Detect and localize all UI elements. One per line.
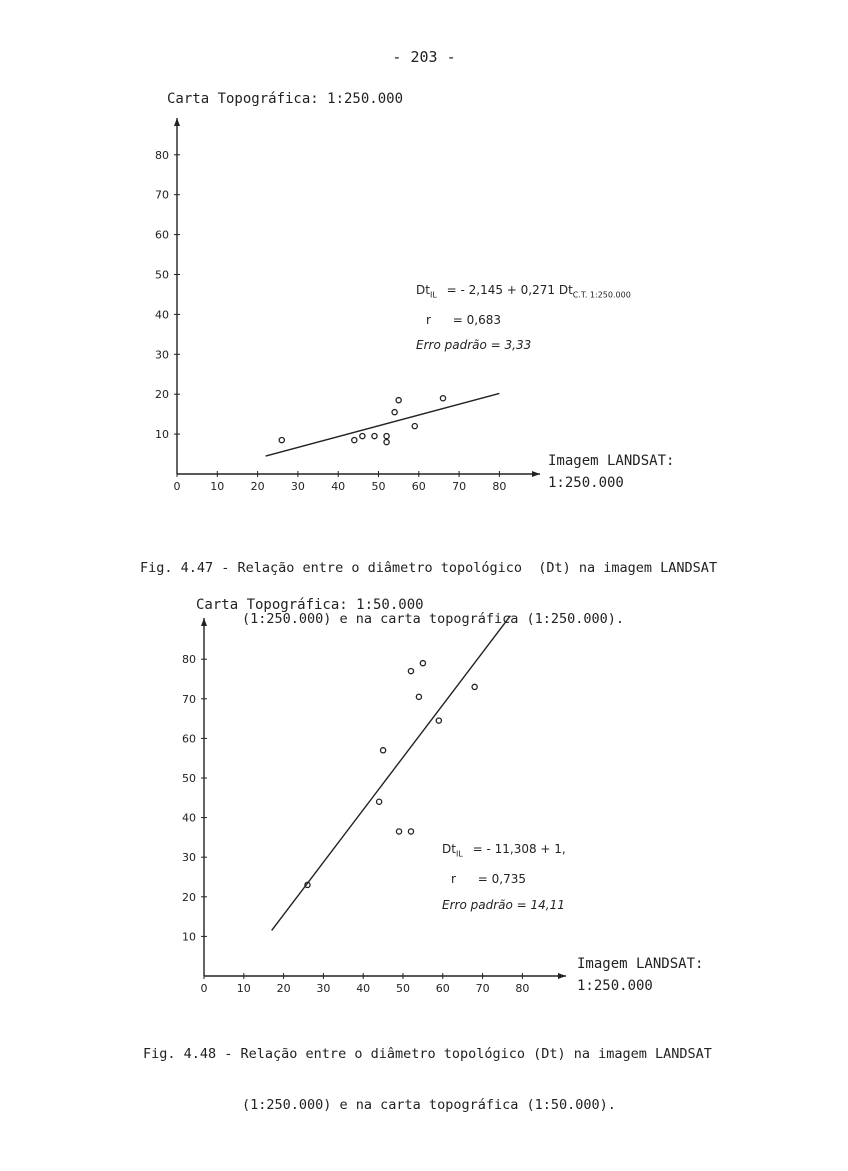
data-point	[396, 829, 401, 834]
x-tick-label: 50	[371, 480, 386, 493]
x-axis-arrow	[558, 973, 566, 979]
equation-rhs: = - 2,145 + 0,271 Dt	[446, 283, 573, 297]
y-tick-label: 60	[155, 228, 169, 242]
y-axis-arrow	[201, 618, 207, 626]
x-tick-label: 30	[290, 480, 305, 493]
data-point	[381, 748, 386, 753]
x-tick-label: 20	[250, 480, 265, 493]
equation-rhs: = - 11,308 + 1,	[472, 842, 566, 856]
caption-line2: (1:250.000) e na carta topográfica (1:50.000).	[242, 1097, 616, 1113]
x-tick-label: 0	[200, 982, 208, 995]
y-tick-label: 50	[182, 772, 196, 785]
data-point	[436, 718, 441, 723]
x-tick-label: 40	[356, 982, 371, 995]
x-tick-label: 80	[515, 982, 530, 995]
x-axis-label	[577, 953, 703, 997]
y-tick-label: 50	[155, 268, 169, 282]
y-tick-label: 20	[155, 388, 169, 402]
y-tick-label: 80	[155, 148, 169, 162]
y-axis-label: Carta Topográfica: 1:50.000	[196, 597, 424, 613]
equation-lhs: Dt	[442, 842, 456, 856]
y-tick-label: 10	[155, 428, 169, 442]
x-tick-label: 60	[411, 480, 426, 493]
standard-error: Erro padrão = 3,33	[416, 338, 532, 352]
x-axis-label-line1: Imagem LANDSAT:	[548, 453, 675, 469]
y-tick-label: 10	[182, 930, 196, 944]
caption-line1: Fig. 4.48 - Relação entre o diâmetro topológico (Dt) na imagem LANDSAT	[143, 1046, 712, 1062]
x-tick-label: 70	[452, 480, 467, 493]
x-tick-label: 70	[475, 982, 490, 995]
caption-line2: (1:250.000) e na carta topográfica (1:250.000).	[242, 611, 625, 627]
x-tick-label: 30	[316, 982, 331, 995]
correlation-coefficient	[451, 872, 526, 886]
x-tick-label: 80	[492, 480, 507, 493]
r-value: = 0,735	[477, 872, 526, 886]
y-tick-label: 80	[182, 653, 196, 667]
equation-lhs-sub: IL	[429, 290, 437, 300]
y-tick-label: 70	[155, 188, 169, 202]
figure-caption	[143, 1012, 712, 1148]
page-number: - 203 -	[392, 48, 456, 66]
x-axis-label-line1: Imagem LANDSAT:	[577, 956, 704, 972]
x-tick-label: 10	[210, 480, 225, 493]
data-point	[377, 799, 382, 804]
x-tick-label: 0	[173, 480, 181, 493]
x-axis-label-line2: 1:250.000	[577, 978, 653, 994]
data-point	[416, 694, 421, 699]
equation-rhs-sub: C.T. 1:250.000	[572, 290, 631, 300]
data-point	[408, 829, 413, 834]
y-axis-label: Carta Topográfica: 1:250.000	[167, 91, 404, 107]
r-value: = 0,683	[452, 313, 501, 327]
y-tick-label: 30	[155, 348, 169, 362]
r-label: r	[451, 872, 456, 886]
x-axis-label-line2: 1:250.000	[548, 475, 624, 491]
caption-line1: Fig. 4.47 - Relação entre o diâmetro topológico (Dt) na imagem LANDSAT	[140, 560, 718, 576]
standard-error: Erro padrão = 14,11	[442, 898, 565, 912]
x-tick-label: 50	[396, 982, 410, 995]
y-tick-label: 60	[182, 732, 196, 746]
x-tick-label: 10	[236, 982, 251, 995]
data-point	[420, 661, 425, 666]
data-point	[408, 668, 413, 673]
y-tick-label: 20	[182, 890, 196, 904]
x-tick-label: 40	[331, 480, 346, 493]
y-tick-label: 70	[182, 692, 196, 706]
r-label: r	[426, 313, 431, 327]
regression-equation	[442, 842, 566, 858]
y-tick-label: 30	[182, 851, 196, 865]
y-tick-label: 40	[182, 811, 196, 825]
x-tick-label: 60	[435, 982, 450, 995]
equation-lhs-sub: IL	[455, 849, 463, 859]
y-tick-label: 40	[155, 308, 169, 322]
data-point	[472, 684, 477, 689]
equation-lhs: Dt	[416, 283, 430, 297]
x-tick-label: 20	[276, 982, 291, 995]
